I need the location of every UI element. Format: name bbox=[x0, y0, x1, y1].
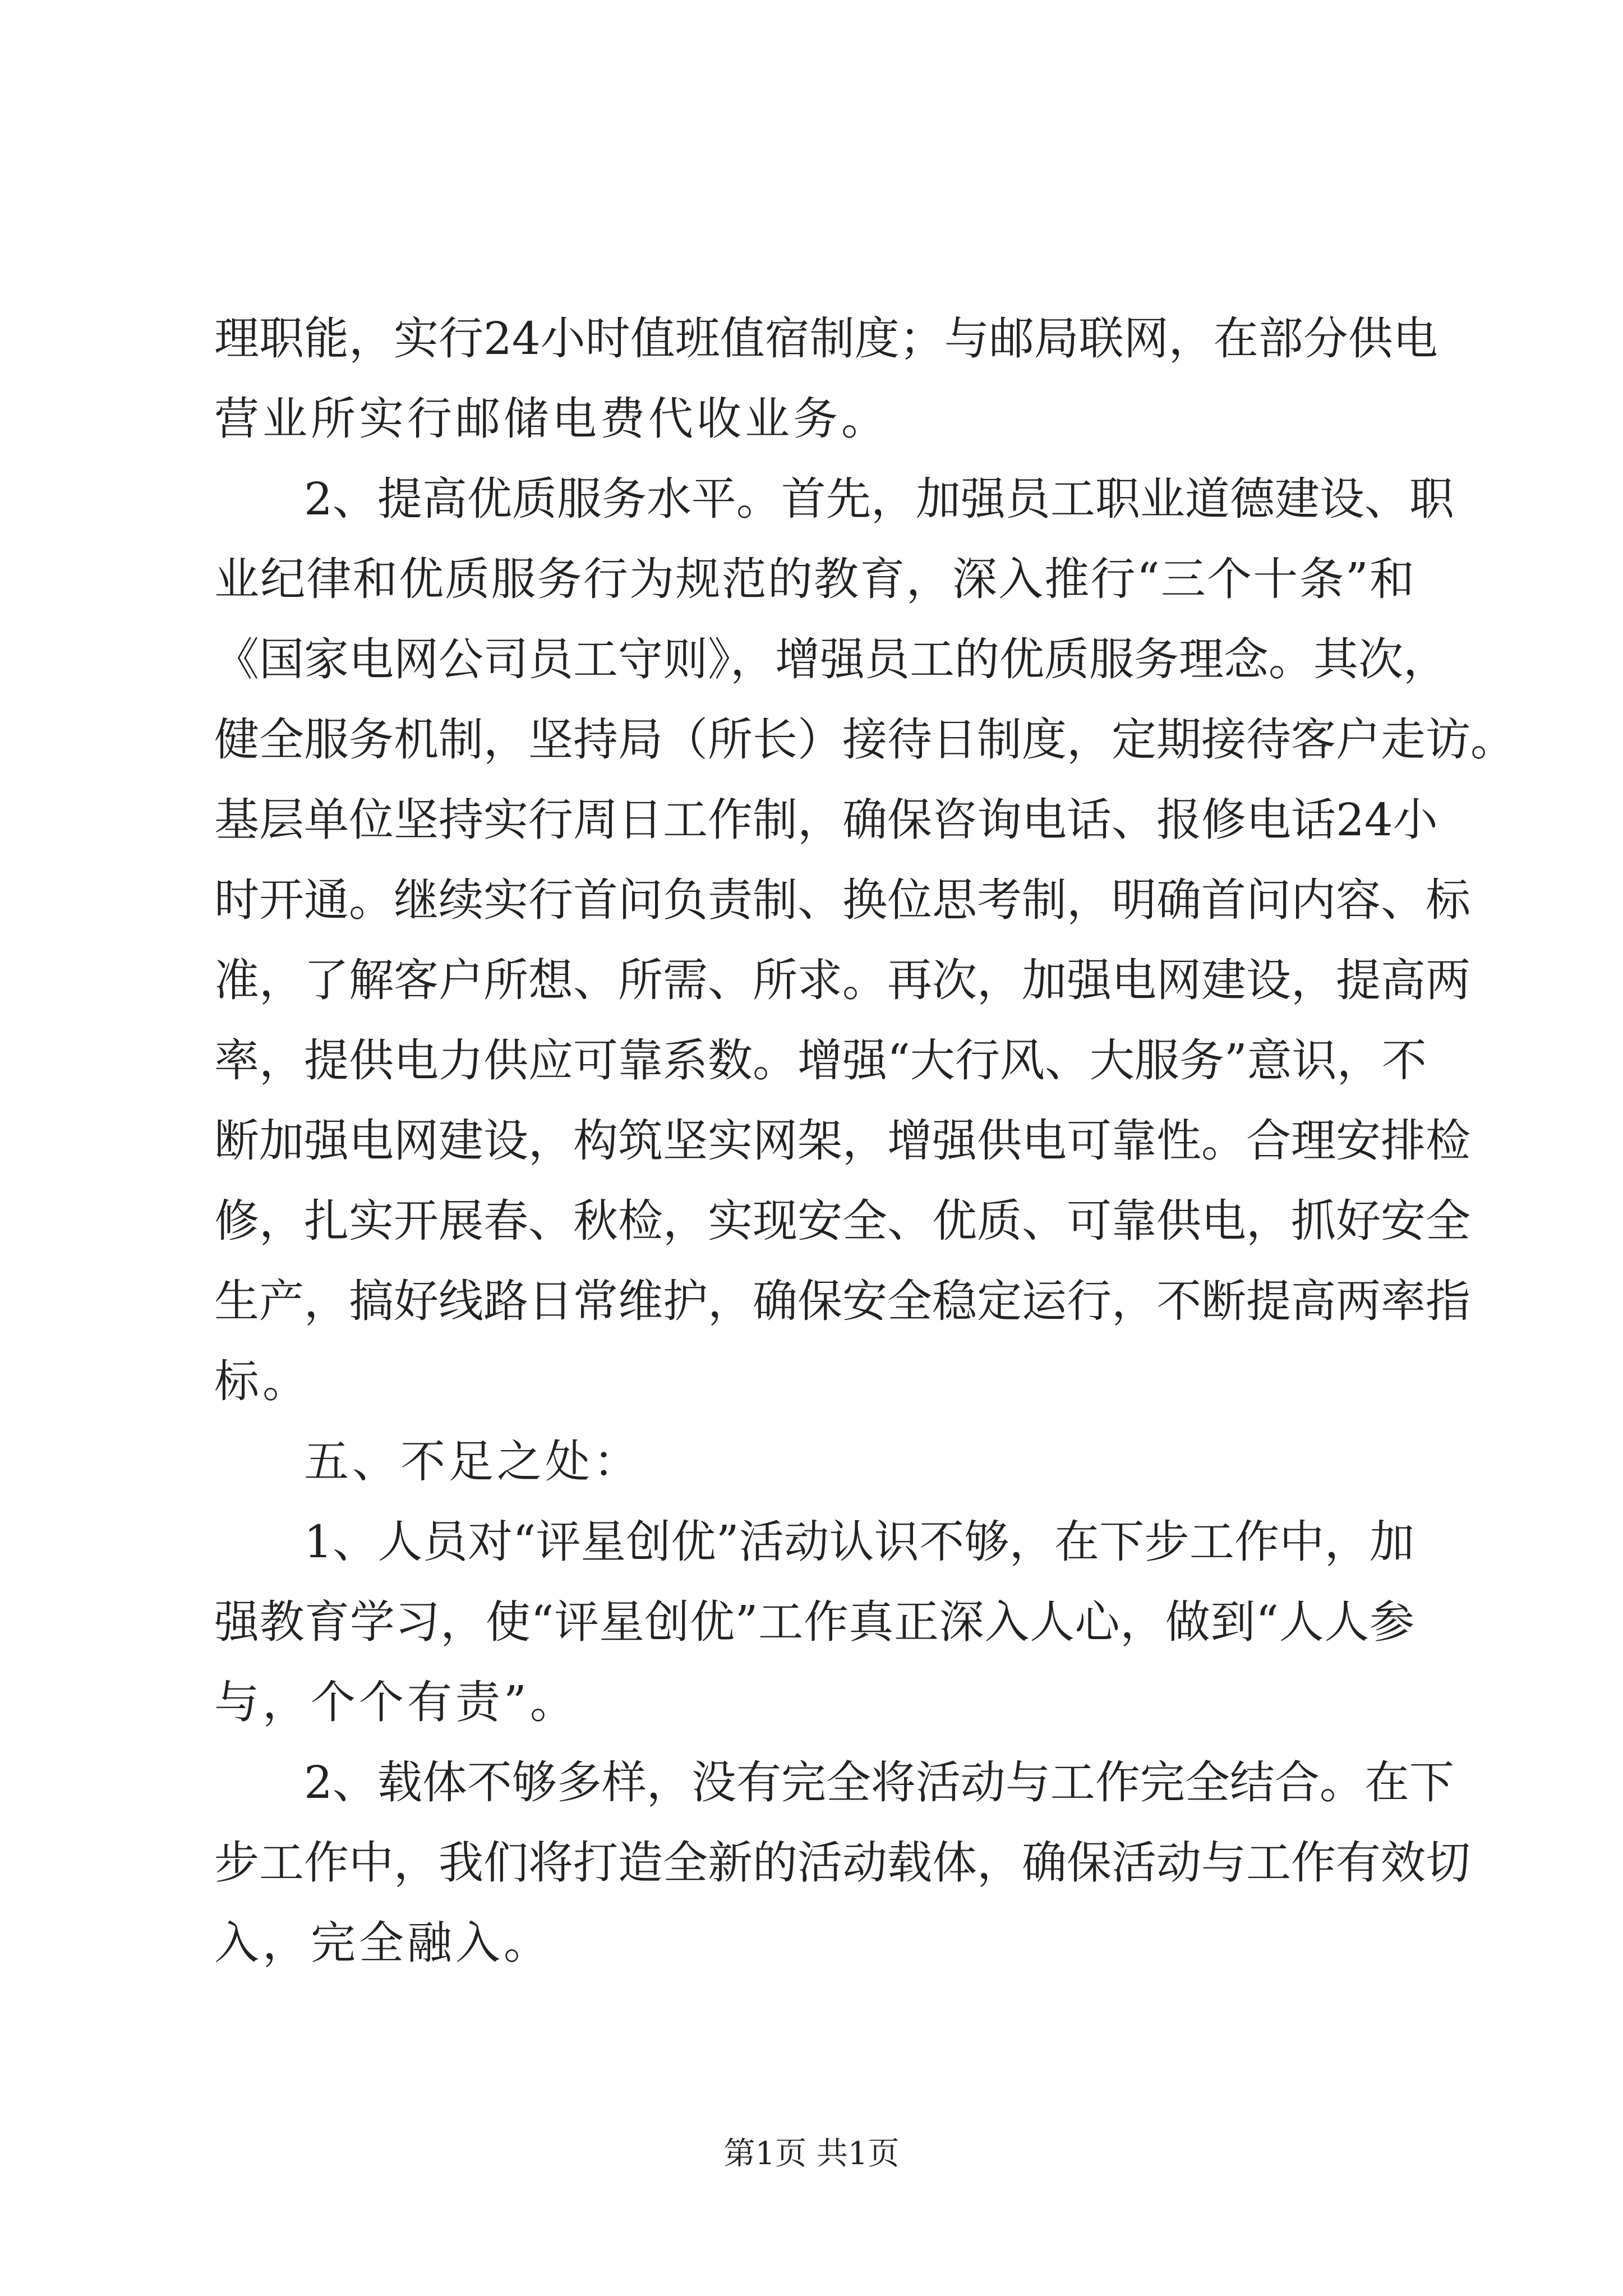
text-line: 标。 bbox=[214, 1355, 311, 1407]
text-line: 营业所实行邮储电费代收业务。 bbox=[214, 393, 889, 445]
page-number-footer: 第1页 共1页 bbox=[723, 2136, 900, 2172]
text-line: 生产，搞好线路日常维护，确保安全稳定运行，不断提高两率指 bbox=[214, 1275, 1470, 1327]
text-line: 业纪律和优质服务行为规范的教育，深入推行“三个十条”和 bbox=[214, 553, 1414, 605]
text-line: 准，了解客户所想、所需、所求。再次，加强电网建设，提高两 bbox=[214, 954, 1470, 1006]
text-line: 基层单位坚持实行周日工作制，确保咨询电话、报修电话24小 bbox=[214, 794, 1438, 846]
text-line: 《国家电网公司员工守则》，增强员工的优质服务理念。其次， bbox=[214, 633, 1448, 685]
paragraph-start-line: 2、提高优质服务水平。首先，加强员工职业道德建设、职 bbox=[304, 473, 1454, 525]
text-line: 与，个个有责”。 bbox=[214, 1676, 578, 1728]
paragraph-start-line: 2、载体不够多样，没有完全将活动与工作完全结合。在下 bbox=[304, 1756, 1454, 1809]
text-line: 强教育学习，使“评星创优”工作真正深入人心，做到“人人参 bbox=[214, 1596, 1414, 1648]
text-line: 健全服务机制，坚持局（所长）接待日制度，定期接待客户走访。 bbox=[214, 714, 1515, 766]
document-body bbox=[214, 298, 1515, 1983]
text-line: 修，扎实开展春、秋检，实现安全、优质、可靠供电，抓好安全 bbox=[214, 1195, 1470, 1247]
text-line: 断加强电网建设，构筑坚实网架，增强供电可靠性。合理安排检 bbox=[214, 1115, 1470, 1167]
text-line: 步工作中，我们将打造全新的活动载体，确保活动与工作有效切 bbox=[214, 1837, 1470, 1889]
section-heading: 五、不足之处： bbox=[304, 1435, 642, 1488]
text-line: 时开通。继续实行首问负责制、换位思考制，明确首问内容、标 bbox=[214, 874, 1470, 926]
text-line: 率，提供电力供应可靠系数。增强“大行风、大服务”意识，不 bbox=[214, 1034, 1427, 1087]
text-line: 入，完全融入。 bbox=[214, 1917, 552, 1969]
text-line: 理职能，实行24小时值班值宿制度；与邮局联网，在部分供电 bbox=[214, 312, 1438, 365]
paragraph-start-line: 1、人员对“评星创优”活动认识不够，在下步工作中，加 bbox=[304, 1516, 1414, 1568]
